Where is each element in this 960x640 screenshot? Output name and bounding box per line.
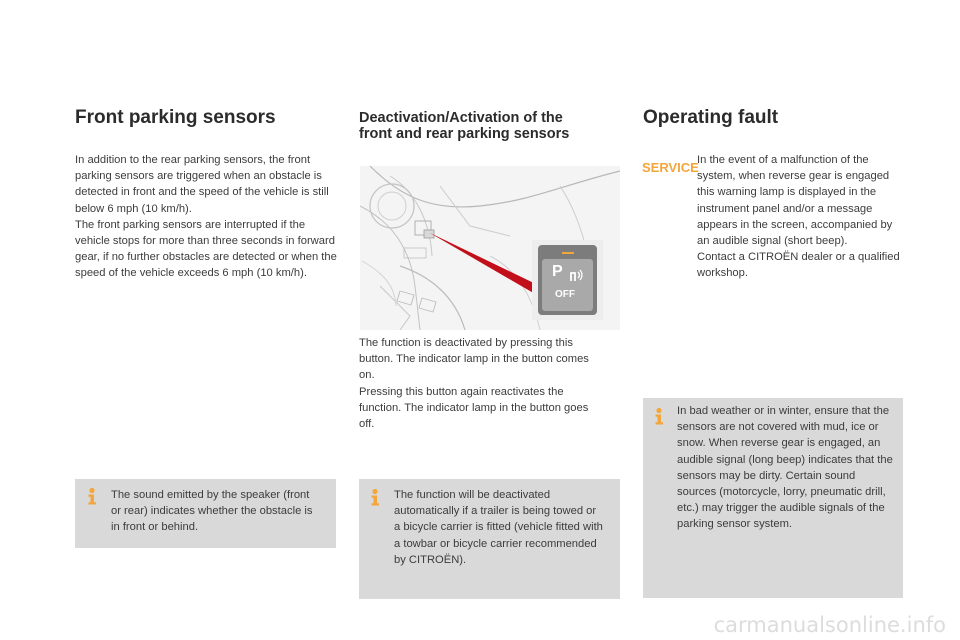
front-sensors-paragraph-1: In addition to the rear parking sensors, the front parking sensors are triggered when an obstacle is detected in front and the speed of the vehicle is still below 6 mph (10 km/h). (75, 154, 329, 215)
front-sensors-body (75, 152, 337, 282)
deactivation-title-line-1: Deactivation/Activation of the (359, 110, 563, 126)
off-label: OFF (555, 289, 575, 300)
operating-fault-note-text: In bad weather or in winter, ensure that the sensors are not covered with mud, ice or snow. When reverse gear is engaged, an audible signal (long beep) indicates that the sensors may be dirty. Certain sound sources (motorcycle, lorry, pneumatic drill, etc.) may trigger the audible signals of the parking sensor system. (677, 405, 893, 531)
info-icon (84, 487, 100, 505)
front-sensors-note-text: The sound emitted by the speaker (front or rear) indicates whether the obstacle is in front or behind. (111, 489, 313, 534)
operating-fault-body (697, 152, 901, 282)
deactivation-note-text: The function will be deactivated automatically if a trailer is being towed or a bicycle carrier is fitted (vehicle fitted with a towbar or bicycle carrier recommended by CITROËN). (394, 489, 603, 566)
operating-fault-note-box (643, 398, 903, 598)
front-sensors-paragraph-2: The front parking sensors are interrupted if the vehicle stops for more than three seconds in forward gear, if no further obstacles are detected or when the speed of the vehicle exceeds 6 mph (10 km/h). (75, 218, 337, 280)
info-icon (367, 488, 383, 506)
button-inset (532, 240, 603, 320)
deactivation-title-line-2: front and rear parking sensors (359, 126, 570, 142)
indicator-lamp (562, 252, 574, 254)
operating-fault-title: Operating fault (643, 107, 779, 128)
service-label: SERVICE (642, 160, 699, 175)
front-sensors-title: Front parking sensors (75, 107, 276, 128)
front-sensors-note-box (75, 479, 336, 548)
deactivation-title (359, 110, 569, 142)
info-icon (651, 407, 667, 425)
deactivation-note-box (359, 479, 620, 599)
parking-sensor-button (538, 245, 597, 315)
deactivation-paragraph-2: Pressing this button again reactivates the function. The indicator lamp in the button goes off. (359, 385, 589, 431)
dashboard-photo (360, 166, 620, 330)
button-face (542, 259, 593, 311)
deactivation-body (359, 335, 601, 432)
operating-fault-paragraph-2: Contact a CITROËN dealer or a qualified workshop. (697, 251, 900, 280)
operating-fault-paragraph-1: In the event of a malfunction of the system, when reverse gear is engaged this warning lamp is displayed in the instrument panel and/or a message appears in the screen, accompanied by an audible signal (short beep). (697, 154, 893, 248)
deactivation-paragraph-1: The function is deactivated by pressing this button. The indicator lamp in the button comes on. (359, 337, 589, 382)
sensor-waves-icon (568, 267, 584, 283)
service-warning-icon (641, 157, 699, 177)
footer-watermark[interactable]: carmanualsonline.info (713, 613, 946, 637)
parking-symbol: P (552, 263, 563, 280)
